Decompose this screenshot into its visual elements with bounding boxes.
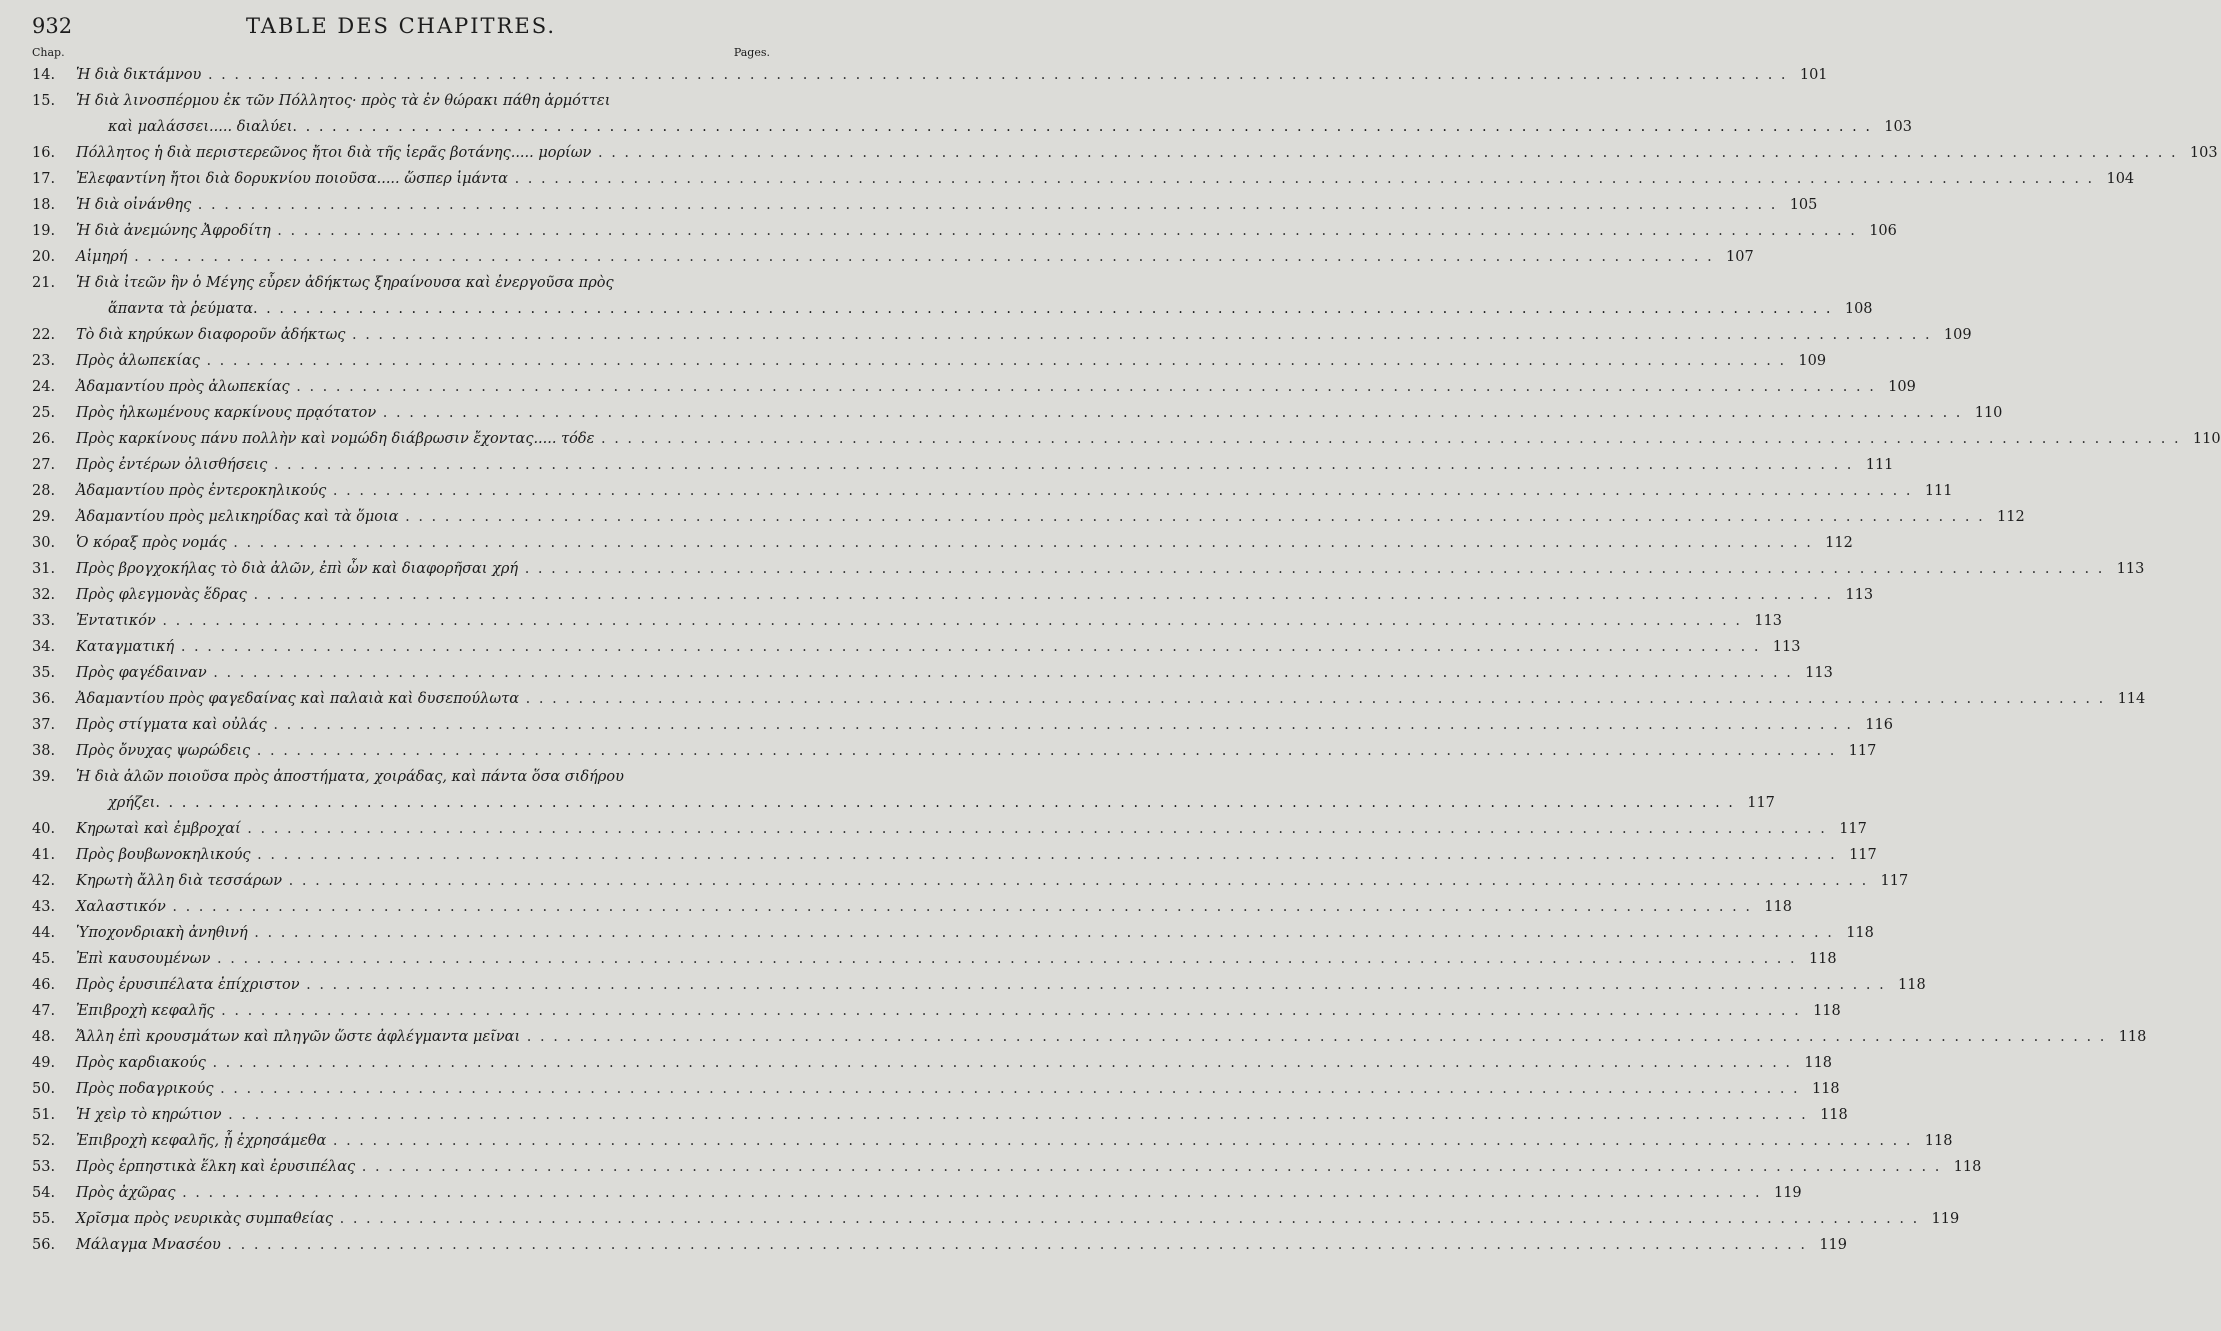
chapter-number: 39.	[32, 769, 56, 785]
dot-leader: . . . . . . . . . . . . . . . . . . . . . . . . . . . . . . . . . . . . . . . . . . . . . . . . . . . . . . . . . . . . . . . . . . . . . . . . . . . . . . . . . . . . . . . . . . . . . . . . . . . . . . . . . . . . . . . . . . . . . . . .	[376, 405, 1963, 421]
toc-entry	[32, 1206, 1960, 1232]
dot-leader: . . . . . . . . . . . . . . . . . . . . . . . . . . . . . . . . . . . . . . . . . . . . . . . . . . . . . . . . . . . . . . . . . . . . . . . . . . . . . . . . . . . . . . . . . . . . . . . . . . . . . . . . . . . . . . . . . . . . . . . .	[201, 67, 1788, 83]
page-reference: 104	[2106, 171, 2135, 187]
dot-leader: . . . . . . . . . . . . . . . . . . . . . . . . . . . . . . . . . . . . . . . . . . . . . . . . . . . . . . . . . . . . . . . . . . . . . . . . . . . . . . . . . . . . . . . . . . . . . . . . . . . . . . . . . . . . . . . . . . . . . . . .	[155, 613, 1742, 629]
dot-leader: . . . . . . . . . . . . . . . . . . . . . . . . . . . . . . . . . . . . . . . . . . . . . . . . . . . . . . . . . . . . . . . . . . . . . . . . . . . . . . . . . . . . . . . . . . . . . . . . . . . . . . . . . . . . . . . . . . . . . . . .	[191, 197, 1778, 213]
dot-leader: . . . . . . . . . . . . . . . . . . . . . . . . . . . . . . . . . . . . . . . . . . . . . . . . . . . . . . . . . . . . . . . . . . . . . . . . . . . . . . . . . . . . . . . . . . . . . . . . . . . . . . . . . . . . . . . . . . . . . . . .	[246, 587, 1834, 603]
page-reference: 118	[1820, 1107, 1848, 1123]
toc-entry	[32, 1102, 1848, 1128]
dot-leader: . . . . . . . . . . . . . . . . . . . . . . . . . . . . . . . . . . . . . . . . . . . . . . . . . . . . . . . . . . . . . . . . . . . . . . . . . . . . . . . . . . . . . . . . . . . . . . . . . . . . . . . . . . . . . . . . . . . . . . . .	[355, 1159, 1942, 1175]
toc-entry	[32, 868, 1909, 894]
chapter-number: 23.	[32, 353, 56, 369]
chapter-title: Πρὸς ἡλκωμένους καρκίνους πρᾳότατον	[76, 405, 377, 421]
chapter-title: Ἐπὶ καυσουμένων	[76, 951, 211, 967]
page-reference: 118	[1804, 1055, 1833, 1071]
chapter-title: Ἄλλη ἐπὶ κρουσμάτων καὶ πληγῶν ὥστε ἀφλέγμαντα μεῖναι	[76, 1029, 521, 1045]
chapter-title: Αἱμηρή	[76, 249, 128, 265]
toc-entry	[32, 972, 1926, 998]
chapter-title-continuation: χρήζει	[108, 795, 156, 811]
dot-leader: . . . . . . . . . . . . . . . . . . . . . . . . . . . . . . . . . . . . . . . . . . . . . . . . . . . . . . . . . . . . . . . . . . . . . . . . . . . . . . . . . . . . . . . . . . . . . . . . . . . . . . . . . . . . . . . . . . . . . . . .	[252, 301, 1833, 317]
toc-entry	[32, 452, 1894, 478]
chapter-title: Ὑποχονδριακὴ ἀνηθινή	[76, 925, 248, 941]
toc-entry	[32, 1024, 2147, 1050]
chapter-number: 21.	[32, 275, 56, 291]
toc-entry	[32, 140, 2218, 166]
dot-leader: . . . . . . . . . . . . . . . . . . . . . . . . . . . . . . . . . . . . . . . . . . . . . . . . . . . . . . . . . . . . . . . . . . . . . . . . . . . . . . . . . . . . . . . . . . . . . . . . . . . . . . . . . . . . . . . . . . . . . . . .	[165, 899, 1752, 915]
page-reference: 111	[1924, 483, 1953, 499]
chap-column-label: Chap.	[32, 46, 65, 59]
page-reference: 117	[1849, 847, 1877, 863]
chapter-number: 45.	[32, 951, 56, 967]
dot-leader: . . . . . . . . . . . . . . . . . . . . . . . . . . . . . . . . . . . . . . . . . . . . . . . . . . . . . . . . . . . . . . . . . . . . . . . . . . . . . . . . . . . . . . . . . . . . . . . . . . . . . . . . . . . . . . . . . . . . . . . .	[221, 1107, 1808, 1123]
toc-entry	[32, 1154, 1982, 1180]
dot-leader: . . . . . . . . . . . . . . . . . . . . . . . . . . . . . . . . . . . . . . . . . . . . . . . . . . . . . . . . . . . . . . . . . . . . . . . . . . . . . . . . . . . . . . . . . . . . . . . . . . . . . . . . . . . . . . . . . . . . . . . .	[213, 1081, 1800, 1097]
toc-entry	[32, 894, 1792, 920]
dot-leader: . . . . . . . . . . . . . . . . . . . . . . . . . . . . . . . . . . . . . . . . . . . . . . . . . . . . . . . . . . . . . . . . . . . . . . . . . . . . . . . . . . . . . . . . . . . . . . . . . . . . . . . . . . . . . . . . . . . . . . . .	[206, 665, 1793, 681]
dot-leader: . . . . . . . . . . . . . . . . . . . . . . . . . . . . . . . . . . . . . . . . . . . . . . . . . . . . . . . . . . . . . . . . . . . . . . . . . . . . . . . . . . . . . . . . . . . . . . . . . . . . . . . . . . . . . . . . . . . . . . . .	[240, 821, 1827, 837]
toc-entry	[32, 374, 1916, 400]
chapter-title: Τὸ διὰ κηρύκων διαφοροῦν ἀδήκτως	[76, 327, 346, 343]
page-reference: 118	[1898, 977, 1926, 993]
chapter-number: 42.	[32, 873, 56, 889]
chapter-number: 38.	[32, 743, 56, 759]
toc-entry	[32, 946, 1837, 972]
page-reference: 101	[1799, 67, 1828, 83]
chapter-number: 51.	[32, 1107, 56, 1123]
dot-leader: . . . . . . . . . . . . . . . . . . . . . . . . . . . . . . . . . . . . . . . . . . . . . . . . . . . . . . . . . . . . . . . . . . . . . . . . . . . . . . . . . . . . . . . . . . . . . . . . . . . . . . . . . . . . . . . . . . . . . . . .	[266, 717, 1853, 733]
dot-leader: . . . . . . . . . . . . . . . . . . . . . . . . . . . . . . . . . . . . . . . . . . . . . . . . . . . . . . . . . . . . . . . . . . . . . . . . . . . . . . . . . . . . . . . . . . . . . . . . . . . . . . . . . . . . . . . . . . . . . . . .	[398, 509, 1985, 525]
page-reference: 103	[1884, 119, 1912, 135]
chapter-title-continuation: καὶ μαλάσσει..... διαλύει	[108, 119, 293, 135]
page-reference: 119	[1773, 1185, 1802, 1201]
chapter-title: Πόλλητος ἡ διὰ περιστερεῶνος ἤτοι διὰ τῆς ἱερᾶς βοτάνης..... μορίων	[76, 145, 592, 161]
chapter-title: Ἀδαμαντίου πρὸς μελικηρίδας καὶ τὰ ὅμοια	[76, 509, 399, 525]
page-reference: 110	[1974, 405, 2003, 421]
chapter-number: 43.	[32, 899, 56, 915]
toc-entry	[32, 88, 1912, 140]
toc-entry	[32, 166, 2135, 192]
page-reference: 113	[2116, 561, 2145, 577]
chapter-title: Πρὸς ἑρπηστικὰ ἕλκη καὶ ἐρυσιπέλας	[76, 1159, 356, 1175]
chapter-title: Ἡ διὰ ἁλῶν ποιοῦσα πρὸς ἀποστήματα, χοιράδας, καὶ πάντα ὅσα σιδήρου	[76, 769, 624, 785]
chapter-title: Ἐντατικόν	[76, 613, 156, 629]
page-reference: 118	[1813, 1003, 1841, 1019]
chapter-title-continuation: ἅπαντα τὰ ῥεύματα	[108, 301, 253, 317]
toc-entry	[32, 842, 1877, 868]
chapter-number: 50.	[32, 1081, 56, 1097]
table-of-contents	[32, 62, 2221, 1258]
dot-leader: . . . . . . . . . . . . . . . . . . . . . . . . . . . . . . . . . . . . . . . . . . . . . . . . . . . . . . . . . . . . . . . . . . . . . . . . . . . . . . . . . . . . . . . . . . . . . . . . . . . . . . . . . . . . . . . . . . . . . . . .	[594, 431, 2181, 447]
dot-leader: . . . . . . . . . . . . . . . . . . . . . . . . . . . . . . . . . . . . . . . . . . . . . . . . . . . . . . . . . . . . . . . . . . . . . . . . . . . . . . . . . . . . . . . . . . . . . . . . . . . . . . . . . . . . . . . . . . . . . . . .	[326, 1133, 1913, 1149]
dot-leader: . . . . . . . . . . . . . . . . . . . . . . . . . . . . . . . . . . . . . . . . . . . . . . . . . . . . . . . . . . . . . . . . . . . . . . . . . . . . . . . . . . . . . . . . . . . . . . . . . . . . . . . . . . . . . . . . . . . . . . . .	[282, 873, 1869, 889]
page-reference: 109	[1943, 327, 1972, 343]
chapter-number: 25.	[32, 405, 56, 421]
chapter-number: 30.	[32, 535, 56, 551]
toc-entry	[32, 556, 2145, 582]
chapter-number: 27.	[32, 457, 56, 473]
chapter-number: 22.	[32, 327, 56, 343]
chapter-number: 52.	[32, 1133, 56, 1149]
chapter-number: 31.	[32, 561, 56, 577]
chapter-title: Ἡ διὰ ἰτεῶν ἣν ὁ Μέγης εὗρεν ἀδήκτως ξηραίνουσα καὶ ἐνεργοῦσα πρὸς	[76, 275, 614, 291]
dot-leader: . . . . . . . . . . . . . . . . . . . . . . . . . . . . . . . . . . . . . . . . . . . . . . . . . . . . . . . . . . . . . . . . . . . . . . . . . . . . . . . . . . . . . . . . . . . . . . . . . . . . . . . . . . . . . . . . . . . . . . . .	[127, 249, 1714, 265]
toc-entry	[32, 322, 1972, 348]
dot-leader: . . . . . . . . . . . . . . . . . . . . . . . . . . . . . . . . . . . . . . . . . . . . . . . . . . . . . . . . . . . . . . . . . . . . . . . . . . . . . . . . . . . . . . . . . . . . . . . . . . . . . . . . . . . . . . . . . . . . . . . .	[519, 691, 2106, 707]
chapter-title: Ἡ διὰ οἰνάνθης	[76, 197, 192, 213]
chapter-title: Πρὸς καρδιακούς	[76, 1055, 206, 1071]
chapter-title: Ἡ διὰ ἀνεμώνης Ἀφροδίτη	[76, 223, 271, 239]
toc-entry	[32, 244, 1754, 270]
chapter-number: 41.	[32, 847, 56, 863]
chapter-number: 34.	[32, 639, 56, 655]
toc-entry	[32, 712, 1893, 738]
running-title: TABLE DES CHAPITRES.	[245, 14, 557, 38]
toc-entry	[32, 270, 1873, 322]
page-reference: 118	[1811, 1081, 1840, 1097]
dot-leader: . . . . . . . . . . . . . . . . . . . . . . . . . . . . . . . . . . . . . . . . . . . . . . . . . . . . . . . . . . . . . . . . . . . . . . . . . . . . . . . . . . . . . . . . . . . . . . . . . . . . . . . . . . . . . . . . . . . . . . . .	[250, 847, 1837, 863]
chapter-title: Πρὸς στίγματα καὶ οὐλάς	[76, 717, 267, 733]
page-reference: 118	[1846, 925, 1874, 941]
chapter-title: Πρὸς ἀχῶρας	[76, 1185, 176, 1201]
chapter-number: 54.	[32, 1185, 56, 1201]
dot-leader: . . . . . . . . . . . . . . . . . . . . . . . . . . . . . . . . . . . . . . . . . . . . . . . . . . . . . . . . . . . . . . . . . . . . . . . . . . . . . . . . . . . . . . . . . . . . . . . . . . . . . . . . . . . . . . . . . . . . . . . .	[289, 379, 1876, 395]
page-reference: 118	[1808, 951, 1837, 967]
chapter-number: 18.	[32, 197, 56, 213]
toc-entry	[32, 1180, 1802, 1206]
dot-leader: . . . . . . . . . . . . . . . . . . . . . . . . . . . . . . . . . . . . . . . . . . . . . . . . . . . . . . . . . . . . . . . . . . . . . . . . . . . . . . . . . . . . . . . . . . . . . . . . . . . . . . . . . . . . . . . . . . . . . . . .	[299, 977, 1886, 993]
chapter-number: 36.	[32, 691, 56, 707]
chapter-number: 33.	[32, 613, 56, 629]
page-reference: 117	[1848, 743, 1877, 759]
chapter-number: 26.	[32, 431, 56, 447]
chapter-number: 19.	[32, 223, 56, 239]
page-reference: 118	[1953, 1159, 1982, 1175]
chapter-number: 56.	[32, 1237, 56, 1253]
page-reference: 114	[2117, 691, 2146, 707]
page-reference: 118	[1764, 899, 1792, 915]
toc-entry	[32, 816, 1867, 842]
dot-leader: . . . . . . . . . . . . . . . . . . . . . . . . . . . . . . . . . . . . . . . . . . . . . . . . . . . . . . . . . . . . . . . . . . . . . . . . . . . . . . . . . . . . . . . . . . . . . . . . . . . . . . . . . . . . . . . . . . . . . . . .	[174, 639, 1761, 655]
dot-leader: . . . . . . . . . . . . . . . . . . . . . . . . . . . . . . . . . . . . . . . . . . . . . . . . . . . . . . . . . . . . . . . . . . . . . . . . . . . . . . . . . . . . . . . . . . . . . . . . . . . . . . . . . . . . . . . . . . . . . . . .	[226, 535, 1813, 551]
dot-leader: . . . . . . . . . . . . . . . . . . . . . . . . . . . . . . . . . . . . . . . . . . . . . . . . . . . . . . . . . . . . . . . . . . . . . . . . . . . . . . . . . . . . . . . . . . . . . . . . . . . . . . . . . . . . . . . . . . . . . . . .	[345, 327, 1932, 343]
page-reference: 103	[2189, 145, 2218, 161]
toc-entry	[32, 634, 1801, 660]
chapter-title: Ὁ κόραξ πρὸς νομάς	[76, 535, 227, 551]
dot-leader: . . . . . . . . . . . . . . . . . . . . . . . . . . . . . . . . . . . . . . . . . . . . . . . . . . . . . . . . . . . . . . . . . . . . . . . . . . . . . . . . . . . . . . . . . . . . . . . . . . . . . . . . . . . . . . . . . . . . . . . .	[220, 1237, 1807, 1253]
dot-leader: . . . . . . . . . . . . . . . . . . . . . . . . . . . . . . . . . . . . . . . . . . . . . . . . . . . . . . . . . . . . . . . . . . . . . . . . . . . . . . . . . . . . . . . . . . . . . . . . . . . . . . . . . . . . . . . . . . . . . . . .	[507, 171, 2095, 187]
dot-leader: . . . . . . . . . . . . . . . . . . . . . . . . . . . . . . . . . . . . . . . . . . . . . . . . . . . . . . . . . . . . . . . . . . . . . . . . . . . . . . . . . . . . . . . . . . . . . . . . . . . . . . . . . . . . . . . . . . . . . . . .	[199, 353, 1787, 369]
chapter-number: 48.	[32, 1029, 56, 1045]
dot-leader: . . . . . . . . . . . . . . . . . . . . . . . . . . . . . . . . . . . . . . . . . . . . . . . . . . . . . . . . . . . . . . . . . . . . . . . . . . . . . . . . . . . . . . . . . . . . . . . . . . . . . . . . . . . . . . . . . . . . . . . .	[250, 743, 1837, 759]
chapter-title: Ἀδαμαντίου πρὸς ἐντεροκηλικούς	[76, 483, 327, 499]
chapter-title: Μάλαγμα Μνασέου	[76, 1237, 221, 1253]
chapter-title: Ἀδαμαντίου πρὸς φαγεδαίνας καὶ παλαιὰ καὶ δυσεπούλωτα	[76, 691, 520, 707]
chapter-title: Πρὸς καρκίνους πάνυ πολλὴν καὶ νομώδη διάβρωσιν ἔχοντας..... τόδε	[76, 431, 595, 447]
toc-entry	[32, 62, 1828, 88]
page-reference: 109	[1798, 353, 1827, 369]
page-number: 932	[32, 14, 73, 38]
page-reference: 109	[1888, 379, 1916, 395]
toc-entry	[32, 738, 1877, 764]
dot-leader: . . . . . . . . . . . . . . . . . . . . . . . . . . . . . . . . . . . . . . . . . . . . . . . . . . . . . . . . . . . . . . . . . . . . . . . . . . . . . . . . . . . . . . . . . . . . . . . . . . . . . . . . . . . . . . . . . . . . . . . .	[520, 1029, 2107, 1045]
toc-entry	[32, 686, 2146, 712]
toc-entry	[32, 1050, 1833, 1076]
page-reference: 107	[1726, 249, 1754, 265]
chapter-number: 47.	[32, 1003, 56, 1019]
dot-leader: . . . . . . . . . . . . . . . . . . . . . . . . . . . . . . . . . . . . . . . . . . . . . . . . . . . . . . . . . . . . . . . . . . . . . . . . . . . . . . . . . . . . . . . . . . . . . . . . . . . . . . . . . . . . . . . . . . . . . . . .	[333, 1211, 1920, 1227]
dot-leader: . . . . . . . . . . . . . . . . . . . . . . . . . . . . . . . . . . . . . . . . . . . . . . . . . . . . . . . . . . . . . . . . . . . . . . . . . . . . . . . . . . . . . . . . . . . . . . . . . . . . . . . . . . . . . . . . . . . . . . . .	[292, 119, 1872, 135]
chapter-title: Πρὸς ἐρυσιπέλατα ἐπίχριστον	[76, 977, 300, 993]
chapter-title: Ἐπιβροχὴ κεφαλῆς, ᾗ ἐχρησάμεθα	[76, 1133, 327, 1149]
chapter-title: Ἐπιβροχὴ κεφαλῆς	[76, 1003, 215, 1019]
page-reference: 110	[2192, 431, 2221, 447]
dot-leader: . . . . . . . . . . . . . . . . . . . . . . . . . . . . . . . . . . . . . . . . . . . . . . . . . . . . . . . . . . . . . . . . . . . . . . . . . . . . . . . . . . . . . . . . . . . . . . . . . . . . . . . . . . . . . . . . . . . . . . . .	[591, 145, 2178, 161]
page-header	[32, 10, 770, 44]
page-reference: 116	[1865, 717, 1893, 733]
chapter-number: 37.	[32, 717, 56, 733]
toc-entry	[32, 920, 1874, 946]
chapter-title: Πρὸς φλεγμονὰς ἕδρας	[76, 587, 247, 603]
chapter-number: 32.	[32, 587, 56, 603]
chapter-number: 17.	[32, 171, 56, 187]
page-reference: 119	[1931, 1211, 1960, 1227]
toc-entry	[32, 426, 2221, 452]
chapter-number: 28.	[32, 483, 56, 499]
page-reference: 113	[1772, 639, 1801, 655]
toc-entry	[32, 400, 2003, 426]
page-reference: 113	[1754, 613, 1782, 629]
chapter-title: Ἡ διὰ δικτάμνου	[76, 67, 202, 83]
chapter-number: 53.	[32, 1159, 56, 1175]
page-reference: 117	[1880, 873, 1909, 889]
chapter-number: 46.	[32, 977, 56, 993]
dot-leader: . . . . . . . . . . . . . . . . . . . . . . . . . . . . . . . . . . . . . . . . . . . . . . . . . . . . . . . . . . . . . . . . . . . . . . . . . . . . . . . . . . . . . . . . . . . . . . . . . . . . . . . . . . . . . . . . . . . . . . . .	[155, 795, 1735, 811]
chapter-title: Κηρωτὴ ἄλλη διὰ τεσσάρων	[76, 873, 283, 889]
chapter-title: Κηρωταὶ καὶ ἐμβροχαί	[76, 821, 241, 837]
page-reference: 111	[1865, 457, 1894, 473]
dot-leader: . . . . . . . . . . . . . . . . . . . . . . . . . . . . . . . . . . . . . . . . . . . . . . . . . . . . . . . . . . . . . . . . . . . . . . . . . . . . . . . . . . . . . . . . . . . . . . . . . . . . . . . . . . . . . . . . . . . . . . . .	[205, 1055, 1793, 1071]
dot-leader: . . . . . . . . . . . . . . . . . . . . . . . . . . . . . . . . . . . . . . . . . . . . . . . . . . . . . . . . . . . . . . . . . . . . . . . . . . . . . . . . . . . . . . . . . . . . . . . . . . . . . . . . . . . . . . . . . . . . . . . .	[210, 951, 1797, 967]
dot-leader: . . . . . . . . . . . . . . . . . . . . . . . . . . . . . . . . . . . . . . . . . . . . . . . . . . . . . . . . . . . . . . . . . . . . . . . . . . . . . . . . . . . . . . . . . . . . . . . . . . . . . . . . . . . . . . . . . . . . . . . .	[518, 561, 2105, 577]
page-reference: 117	[1839, 821, 1867, 837]
chapter-number: 35.	[32, 665, 56, 681]
chapter-title: Πρὸς βρογχοκήλας τὸ διὰ ἀλῶν, ἐπὶ ὧν καὶ διαφορῆσαι χρή	[76, 561, 519, 577]
page-reference: 117	[1747, 795, 1775, 811]
toc-entry	[32, 660, 1833, 686]
toc-entry	[32, 478, 1953, 504]
chapter-number: 16.	[32, 145, 56, 161]
chapter-title: Ἐλεφαντίνη ἤτοι διὰ δορυκνίου ποιοῦσα..... ὥσπερ ἱμάντα	[76, 171, 508, 187]
page-reference: 118	[2118, 1029, 2147, 1045]
page-reference: 112	[1825, 535, 1853, 551]
chapter-title: Πρὸς ὄνυχας ψωρώδεις	[76, 743, 251, 759]
chapter-number: 40.	[32, 821, 56, 837]
dot-leader: . . . . . . . . . . . . . . . . . . . . . . . . . . . . . . . . . . . . . . . . . . . . . . . . . . . . . . . . . . . . . . . . . . . . . . . . . . . . . . . . . . . . . . . . . . . . . . . . . . . . . . . . . . . . . . . . . . . . . . . .	[175, 1185, 1762, 1201]
chapter-number: 44.	[32, 925, 56, 941]
toc-entry	[32, 1232, 1847, 1258]
chapter-title: Πρὸς ἀλωπεκίας	[76, 353, 200, 369]
chapter-title: Πρὸς βουβωνοκηλικούς	[76, 847, 251, 863]
chapter-number: 55.	[32, 1211, 56, 1227]
chapter-number: 14.	[32, 67, 56, 83]
column-headings	[32, 44, 770, 62]
dot-leader: . . . . . . . . . . . . . . . . . . . . . . . . . . . . . . . . . . . . . . . . . . . . . . . . . . . . . . . . . . . . . . . . . . . . . . . . . . . . . . . . . . . . . . . . . . . . . . . . . . . . . . . . . . . . . . . . . . . . . . . .	[214, 1003, 1801, 1019]
toc-entry	[32, 192, 1818, 218]
chapter-title: Πρὸς φαγέδαιναν	[76, 665, 207, 681]
chapter-title: Ἡ διὰ λινοσπέρμου ἐκ τῶν Πόλλητος· πρὸς τὰ ἐν θώρακι πάθη ἁρμόττει	[76, 93, 611, 109]
toc-entry	[32, 218, 1897, 244]
pages-column-label: Pages.	[733, 46, 770, 59]
page-reference: 112	[1997, 509, 2025, 525]
page-reference: 105	[1789, 197, 1818, 213]
toc-entry	[32, 530, 1853, 556]
chapter-number: 24.	[32, 379, 56, 395]
chapter-title: Χρῖσμα πρὸς νευρικὰς συμπαθείας	[76, 1211, 333, 1227]
chapter-title: Ἡ χεὶρ τὸ κηρώτιον	[76, 1107, 222, 1123]
chapter-number: 49.	[32, 1055, 56, 1071]
toc-entry	[32, 1076, 1840, 1102]
chapter-title: Χαλαστικόν	[76, 899, 166, 915]
chapter-number: 15.	[32, 93, 56, 109]
toc-entry	[32, 608, 1782, 634]
chapter-number: 29.	[32, 509, 56, 525]
toc-entry	[32, 1128, 1953, 1154]
page-reference: 118	[1924, 1133, 1953, 1149]
toc-entry	[32, 582, 1874, 608]
toc-entry	[32, 764, 1775, 816]
toc-entry	[32, 998, 1841, 1024]
dot-leader: . . . . . . . . . . . . . . . . . . . . . . . . . . . . . . . . . . . . . . . . . . . . . . . . . . . . . . . . . . . . . . . . . . . . . . . . . . . . . . . . . . . . . . . . . . . . . . . . . . . . . . . . . . . . . . . . . . . . . . . .	[270, 223, 1857, 239]
chapter-number: 20.	[32, 249, 56, 265]
page-reference: 108	[1844, 301, 1873, 317]
page-reference: 106	[1869, 223, 1897, 239]
dot-leader: . . . . . . . . . . . . . . . . . . . . . . . . . . . . . . . . . . . . . . . . . . . . . . . . . . . . . . . . . . . . . . . . . . . . . . . . . . . . . . . . . . . . . . . . . . . . . . . . . . . . . . . . . . . . . . . . . . . . . . . .	[267, 457, 1854, 473]
page-reference: 119	[1819, 1237, 1847, 1253]
page-reference: 113	[1845, 587, 1874, 603]
page-reference: 113	[1805, 665, 1833, 681]
toc-entry	[32, 504, 2025, 530]
chapter-title: Ἀδαμαντίου πρὸς ἀλωπεκίας	[76, 379, 290, 395]
dot-leader: . . . . . . . . . . . . . . . . . . . . . . . . . . . . . . . . . . . . . . . . . . . . . . . . . . . . . . . . . . . . . . . . . . . . . . . . . . . . . . . . . . . . . . . . . . . . . . . . . . . . . . . . . . . . . . . . . . . . . . . .	[247, 925, 1834, 941]
chapter-title: Καταγματική	[76, 639, 175, 655]
toc-entry	[32, 348, 1827, 374]
chapter-title: Πρὸς ἐντέρων ὀλισθήσεις	[76, 457, 268, 473]
dot-leader: . . . . . . . . . . . . . . . . . . . . . . . . . . . . . . . . . . . . . . . . . . . . . . . . . . . . . . . . . . . . . . . . . . . . . . . . . . . . . . . . . . . . . . . . . . . . . . . . . . . . . . . . . . . . . . . . . . . . . . . .	[326, 483, 1913, 499]
chapter-title: Πρὸς ποδαγρικούς	[76, 1081, 214, 1097]
